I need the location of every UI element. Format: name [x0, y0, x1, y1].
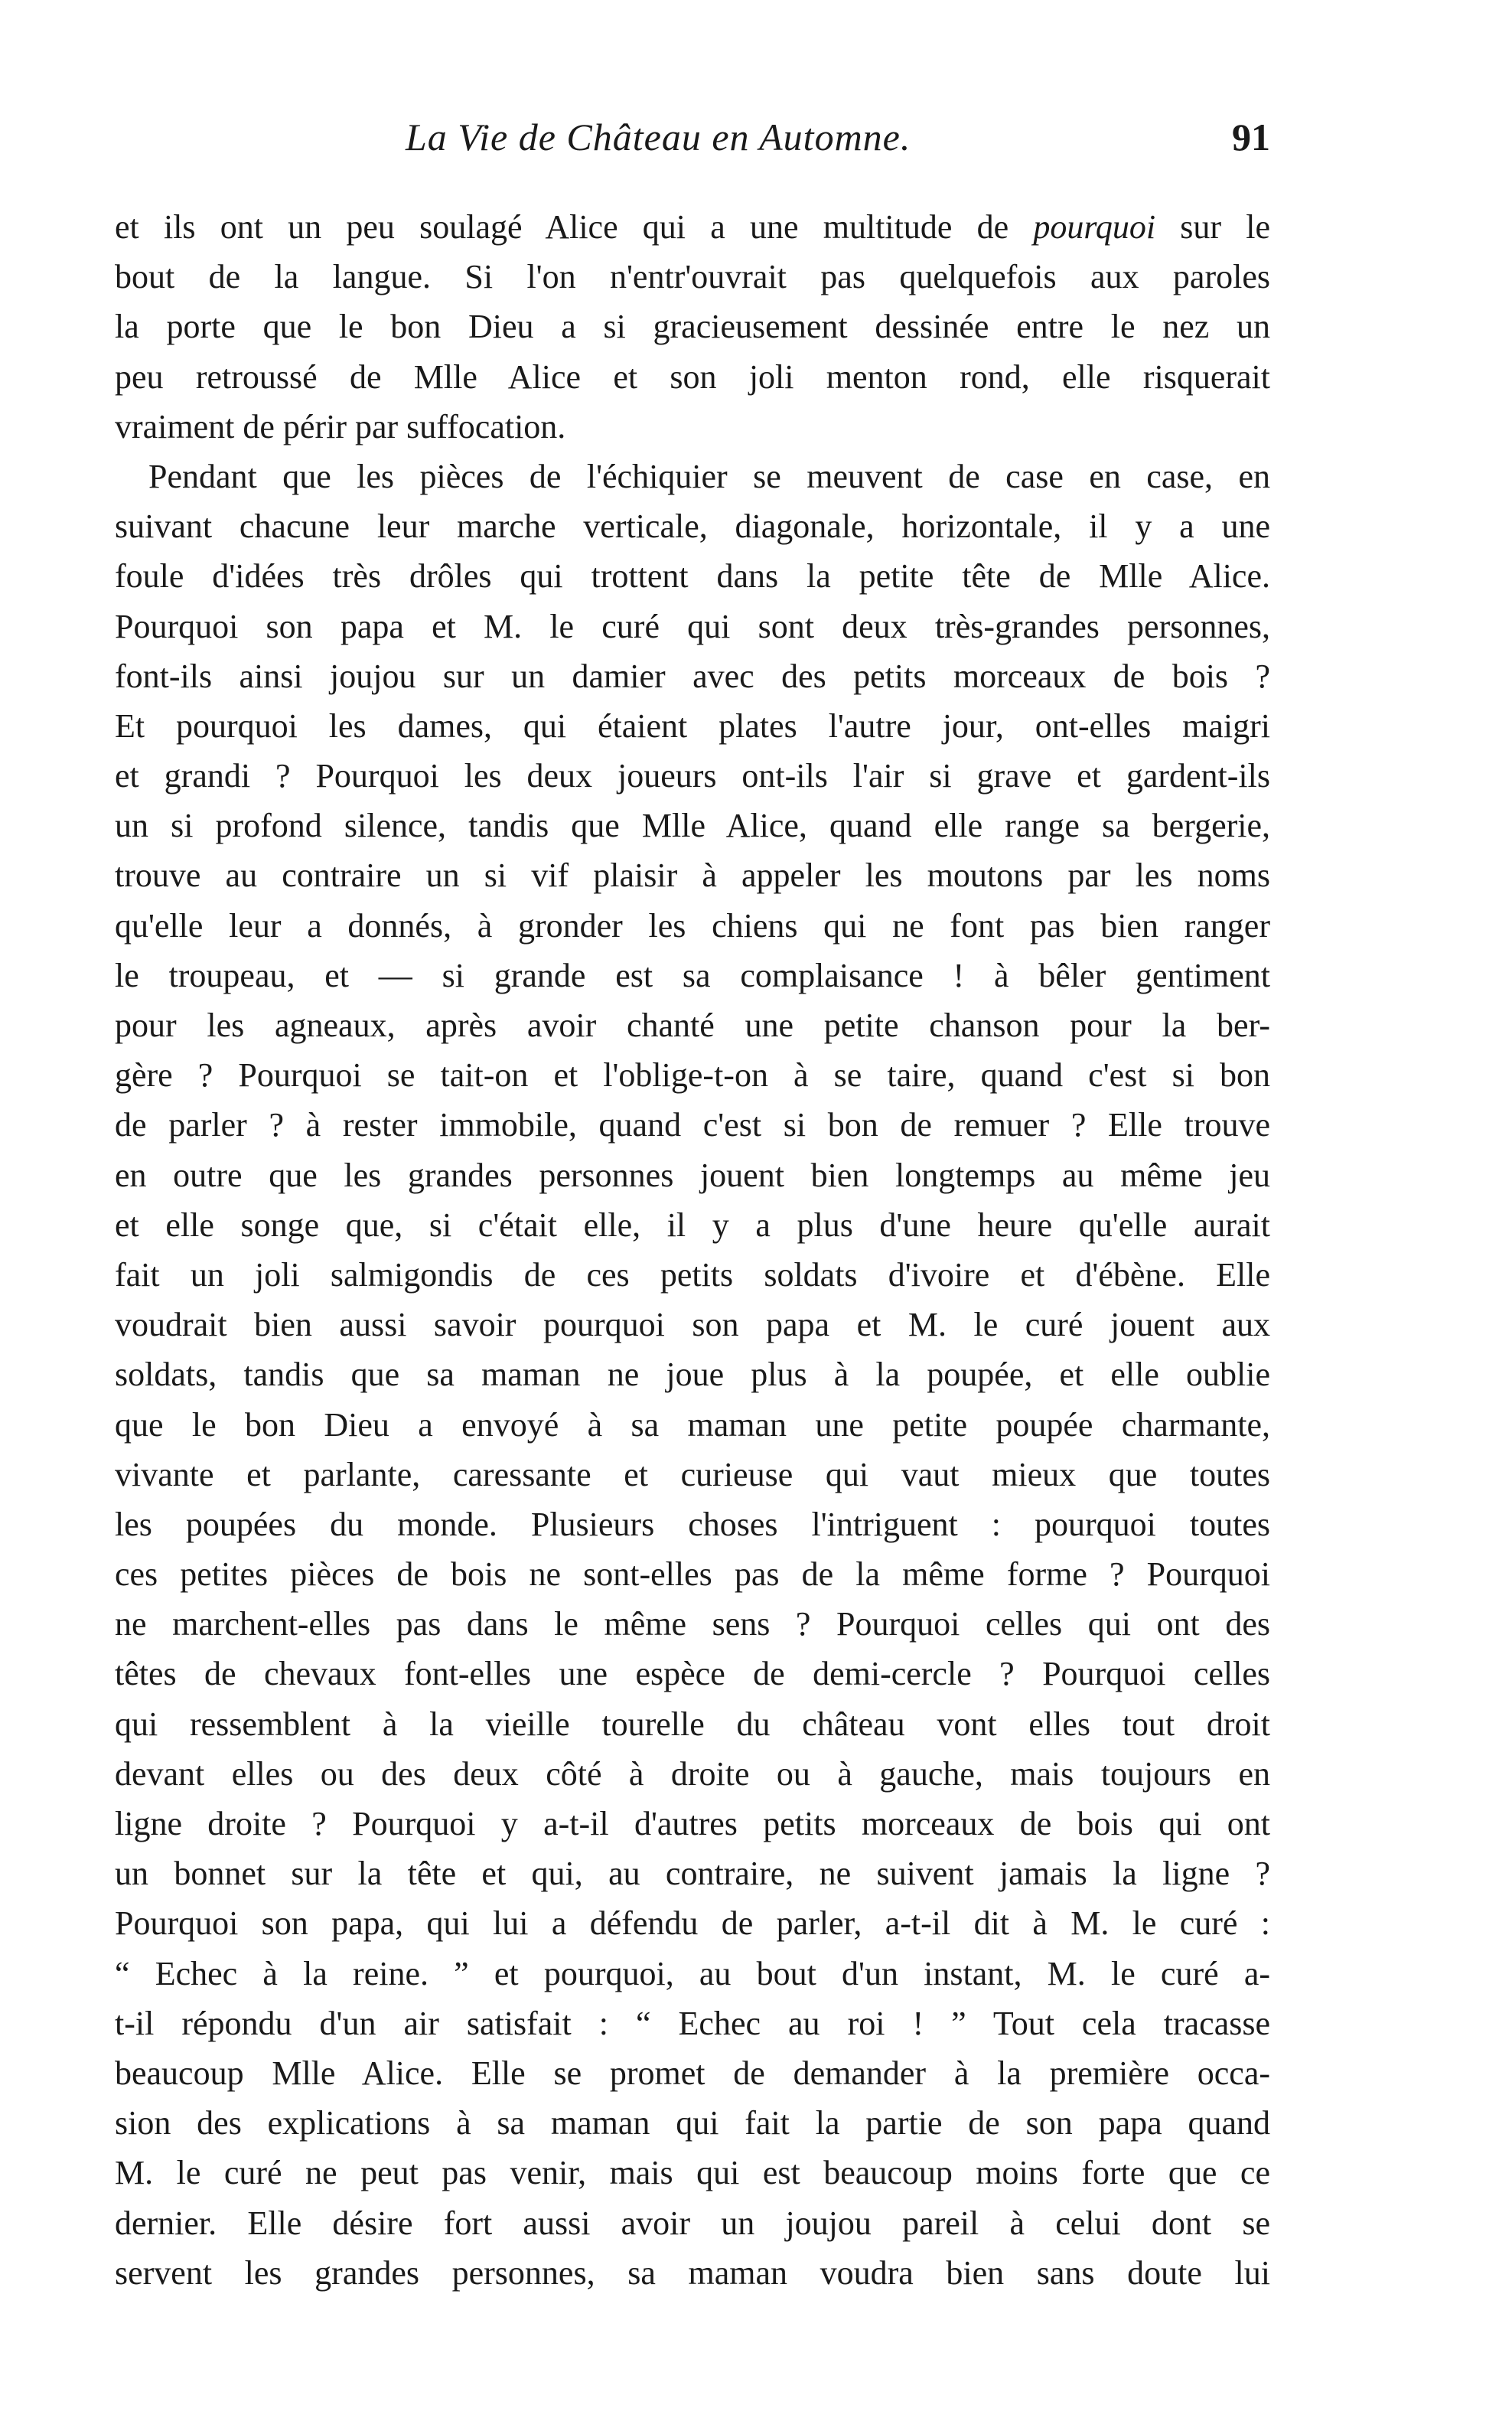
text-line: que le bon Dieu a envoyé à sa maman une petite poupée charmante,	[115, 1405, 1270, 1444]
text-line: voudrait bien aussi savoir pourquoi son papa et M. le curé jouent aux	[115, 1306, 1270, 1344]
text-line: Pourquoi son papa et M. le curé qui sont deux très-grandes personnes,	[115, 607, 1270, 645]
text-line: peu retroussé de Mlle Alice et son joli menton rond, elle risquerait	[115, 357, 1270, 396]
text-line: ligne droite ? Pourquoi y a-t-il d'autres petits morceaux de bois qui ont	[115, 1805, 1270, 1842]
text-line: Pendant que les pièces de l'échiquier se meuvent de case en case, en	[148, 457, 1270, 495]
text-line: Et pourquoi les dames, qui étaient plates l'autre jour, ont-elles maigri	[115, 706, 1270, 745]
text-line: bout de la langue. Si l'on n'entr'ouvrait pas quelquefois aux paroles	[115, 258, 1270, 296]
text-line: qu'elle leur a donnés, à gronder les chiens qui ne font pas bien ranger	[115, 906, 1270, 945]
text-line: foule d'idées très drôles qui trottent dans la petite tête de Mlle Alice.	[115, 557, 1270, 596]
text-line: soldats, tandis que sa maman ne joue plus à la poupée, et elle oublie	[115, 1356, 1270, 1394]
text-line: en outre que les grandes personnes jouent bien longtemps au même jeu	[115, 1156, 1270, 1194]
text-line: un bonnet sur la tête et qui, au contraire, ne suivent jamais la ligne ?	[115, 1855, 1270, 1893]
text-line: têtes de chevaux font-elles une espèce de demi-cercle ? Pourquoi celles	[115, 1655, 1270, 1693]
running-header	[115, 115, 1270, 176]
text-line: et elle songe que, si c'était elle, il y a plus d'une heure qu'elle aurait	[115, 1206, 1270, 1244]
text-line: un si profond silence, tandis que Mlle Alice, quand elle range sa bergerie,	[115, 807, 1270, 845]
paragraph	[115, 202, 1270, 452]
text-line: beaucoup Mlle Alice. Elle se promet de demander à la première occa-	[115, 2054, 1270, 2092]
text-line: dernier. Elle désire fort aussi avoir un joujou pareil à celui dont se	[115, 2204, 1270, 2242]
text-run: et ils ont un peu soulagé Alice qui a une multitude de	[115, 208, 1034, 246]
text-line: et grandi ? Pourquoi les deux joueurs ont-ils l'air si grave et gardent-ils	[115, 757, 1270, 795]
text-line: servent les grandes personnes, sa maman voudra bien sans doute lui	[115, 2253, 1270, 2292]
text-line: font-ils ainsi joujou sur un damier avec des petits morceaux de bois ?	[115, 657, 1270, 695]
text-line: de parler ? à rester immobile, quand c'est si bon de remuer ? Elle trouve	[115, 1106, 1270, 1144]
body-text	[115, 202, 1270, 2298]
text-line: qui ressemblent à la vieille tourelle du château vont elles tout droit	[115, 1705, 1270, 1743]
text-line: devant elles ou des deux côté à droite ou à gauche, mais toujours en	[115, 1754, 1270, 1793]
text-line: pour les agneaux, après avoir chanté une petite chanson pour la ber-	[115, 1007, 1270, 1044]
text-line: sion des explications à sa maman qui fait la partie de son papa quand	[115, 2104, 1270, 2142]
text-line: gère ? Pourquoi se tait-on et l'oblige-t-on à se taire, quand c'est si bon	[115, 1056, 1270, 1095]
text-line: vivante et parlante, caressante et curieuse qui vaut mieux que toutes	[115, 1455, 1270, 1493]
text-line: la porte que le bon Dieu a si gracieusement dessinée entre le nez un	[115, 308, 1270, 346]
text-line: ces petites pièces de bois ne sont-elles pas de la même forme ? Pourquoi	[115, 1555, 1270, 1594]
text-line: suivant chacune leur marche verticale, diagonale, horizontale, il y a une	[115, 507, 1270, 546]
text-line: M. le curé ne peut pas venir, mais qui est beaucoup moins forte que ce	[115, 2154, 1270, 2192]
text-run: sur le	[1155, 208, 1270, 246]
text-line: vraiment de périr par suffocation.	[115, 407, 566, 445]
page-number: 91	[1232, 116, 1270, 158]
text-line: ne marchent-elles pas dans le même sens ? Pourquoi celles qui ont des	[115, 1605, 1270, 1643]
paragraph	[115, 452, 1270, 2298]
text-line: les poupées du monde. Plusieurs choses l'intriguent : pourquoi toutes	[115, 1505, 1270, 1543]
text-line: Pourquoi son papa, qui lui a défendu de parler, a-t-il dit à M. le curé :	[115, 1904, 1270, 1943]
text-line: fait un joli salmigondis de ces petits soldats d'ivoire et d'ébène. Elle	[115, 1255, 1270, 1294]
text-line: “ Echec à la reine. ” et pourquoi, au bout d'un instant, M. le curé a-	[115, 1954, 1270, 1992]
text-line: le troupeau, et — si grande est sa complaisance ! à bêler gentiment	[115, 956, 1270, 994]
text-line: t-il répondu d'un air satisfait : “ Echec au roi ! ” Tout cela tracasse	[115, 2004, 1270, 2042]
italic-word: pourquoi	[1033, 208, 1156, 246]
text-line	[115, 202, 1270, 252]
text-line: trouve au contraire un si vif plaisir à appeler les moutons par les noms	[115, 857, 1270, 895]
running-title: La Vie de Château en Automne.	[406, 116, 911, 158]
